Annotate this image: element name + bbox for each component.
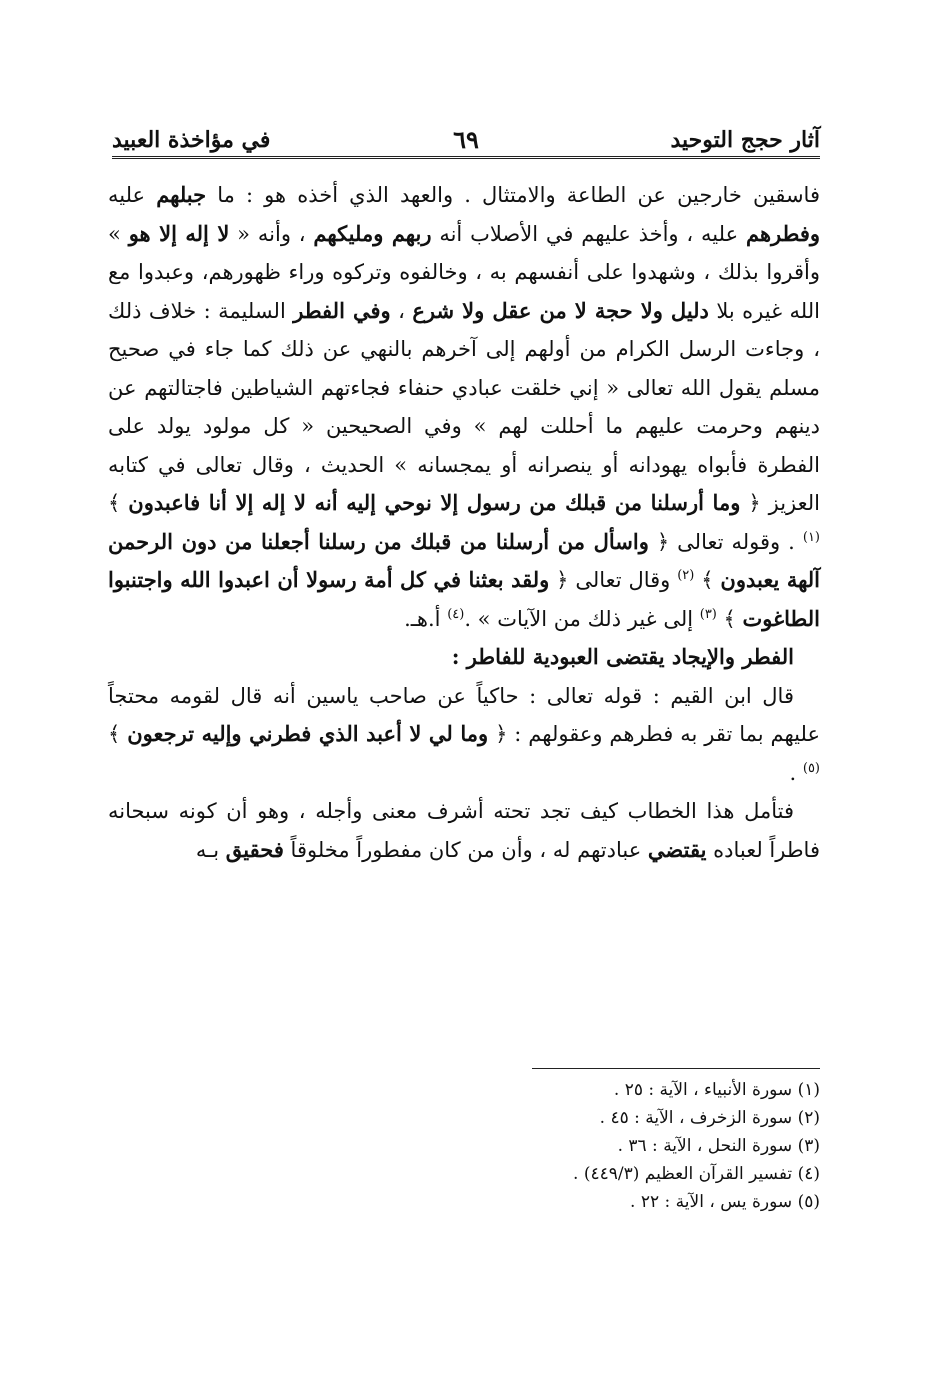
bold-run: ربهم ومليكهم (313, 220, 432, 246)
text-run: . (789, 760, 803, 785)
bold-run: لا إله إلا هو (128, 220, 230, 246)
text-run: ﴾ (716, 606, 743, 631)
bold-run: وفي الفطر (293, 297, 391, 323)
footnotes (300, 1076, 820, 1216)
text-run: عليه ، وأخذ عليهم في الأصلاب أنه (431, 221, 746, 246)
footnote-ref: (٢) (677, 568, 695, 583)
footnote-1: (١) سورة الأنبياء ، الآية : ٢٥ . (613, 1080, 820, 1100)
bold-run: فحقيق (225, 836, 284, 862)
footnote-3: (٣) سورة النحل ، الآية : ٣٦ . (617, 1136, 820, 1156)
text-run: ، وأنه « (229, 221, 314, 246)
page-number: ٦٩ (453, 125, 479, 154)
text-run: . وقوله تعالى ﴿ (648, 529, 803, 554)
quran-verse: ولقد بعثنا في كل أمة رسولا أن اعبدوا الله واجتنبوا الطاغوت (108, 567, 820, 631)
bold-run: وفطرهم (745, 220, 821, 246)
chapter-title: في مؤاخذة العبيد (112, 127, 271, 153)
text-run: السليمة : خلاف ذلك ، وجاءت الرسل الكرام من أولهم إلى آخرهم بالنهي عن ذلك كما جاء في صحيح مسلم يقول الله تعالى « إني خلقت عبادي حنفاء فجاءتهم الشياطين فاجتالتهم عن دينهم وحرمت عليهم ما أحللت لهم » وفي الصحيحين « كل مولود يولد على الفطرة فأبواه يهودانه أو ينصرانه أو يمجسانه » الحديث ، وقال تعالى في كتابه العزيز ﴿ (108, 298, 820, 515)
footnote-2: (٢) سورة الزخرف ، الآية : ٤٥ . (599, 1108, 820, 1128)
paragraph-2 (108, 677, 820, 793)
main-text (108, 176, 820, 869)
bold-run: يقتضي (647, 836, 707, 862)
footnote-rule (532, 1068, 820, 1069)
footnote-ref: (١) (802, 529, 820, 545)
text-run: أ.هـ. (404, 606, 448, 631)
text-run: قال ابن القيم : قوله تعالى : حاكياً عن صاحب ياسين أنه قال لقومه محتجاً عليهم بما تقر به فطرهم وعقولهم : ﴿ (108, 683, 821, 746)
footnote-ref: (٥) (802, 760, 820, 776)
text-run: عبادتهم له ، وأن من كان مفطوراً مخلوقاً (283, 837, 648, 862)
paragraph-1 (108, 176, 820, 638)
text-run: ﴾ (694, 568, 721, 592)
text-run: ﴾ (108, 722, 128, 746)
text-run: وقال تعالى ﴿ (549, 568, 678, 592)
bold-run: جبلهم (156, 182, 207, 207)
text-run: بـه (195, 837, 226, 862)
book-title: آثار حجج التوحيد (670, 127, 820, 153)
quran-verse: وما لي لا أعبد الذي فطرني وإليه ترجعون (127, 721, 489, 746)
text-run: فاسقين خارجين عن الطاعة والامتثال . والعهد الذي أخذه هو : ما (206, 183, 820, 207)
paragraph-3 (108, 792, 820, 869)
header-rule (112, 156, 820, 165)
section-heading: الفطر والإيجاد يقتضى العبودية للفاطر : (451, 644, 794, 669)
bold-run: دليل ولا حجة لا من عقل ولا شرع (412, 297, 709, 323)
text-run: إلى غير ذلك من الآيات » . (464, 606, 700, 631)
running-header (112, 120, 820, 160)
footnote-ref: (٤) (447, 606, 465, 622)
text-run: فتأمل هذا الخطاب كيف تجد تحته أشرف معنى وأجله ، وهو أن كونه سبحانه فاطراً لعباده (108, 799, 820, 862)
quran-verse: واسأل من أرسلنا من قبلك من رسلنا أجعلنا من دون الرحمن آلهة يعبدون (108, 528, 820, 592)
text-run: ، (390, 298, 413, 323)
footnote-ref: (٣) (699, 606, 717, 622)
footnote-5: (٥) سورة يس ، الآية : ٢٢ . (630, 1192, 820, 1212)
footnote-4: (٤) تفسير القرآن العظيم (٤٤٩/٣) . (573, 1164, 820, 1184)
text-run: عليه (108, 183, 157, 207)
text-run: » وأقروا بذلك ، وشهدوا على أنفسهم به ، وخالفوه وتركوه وراء ظهورهم، وعبدوا مع الله غيره بلا (108, 221, 820, 323)
text-run: ﴾ (108, 491, 129, 515)
quran-verse: وما أرسلنا من قبلك من رسول إلا نوحي إليه أنه لا إله إلا أنا فاعبدون (128, 490, 741, 515)
